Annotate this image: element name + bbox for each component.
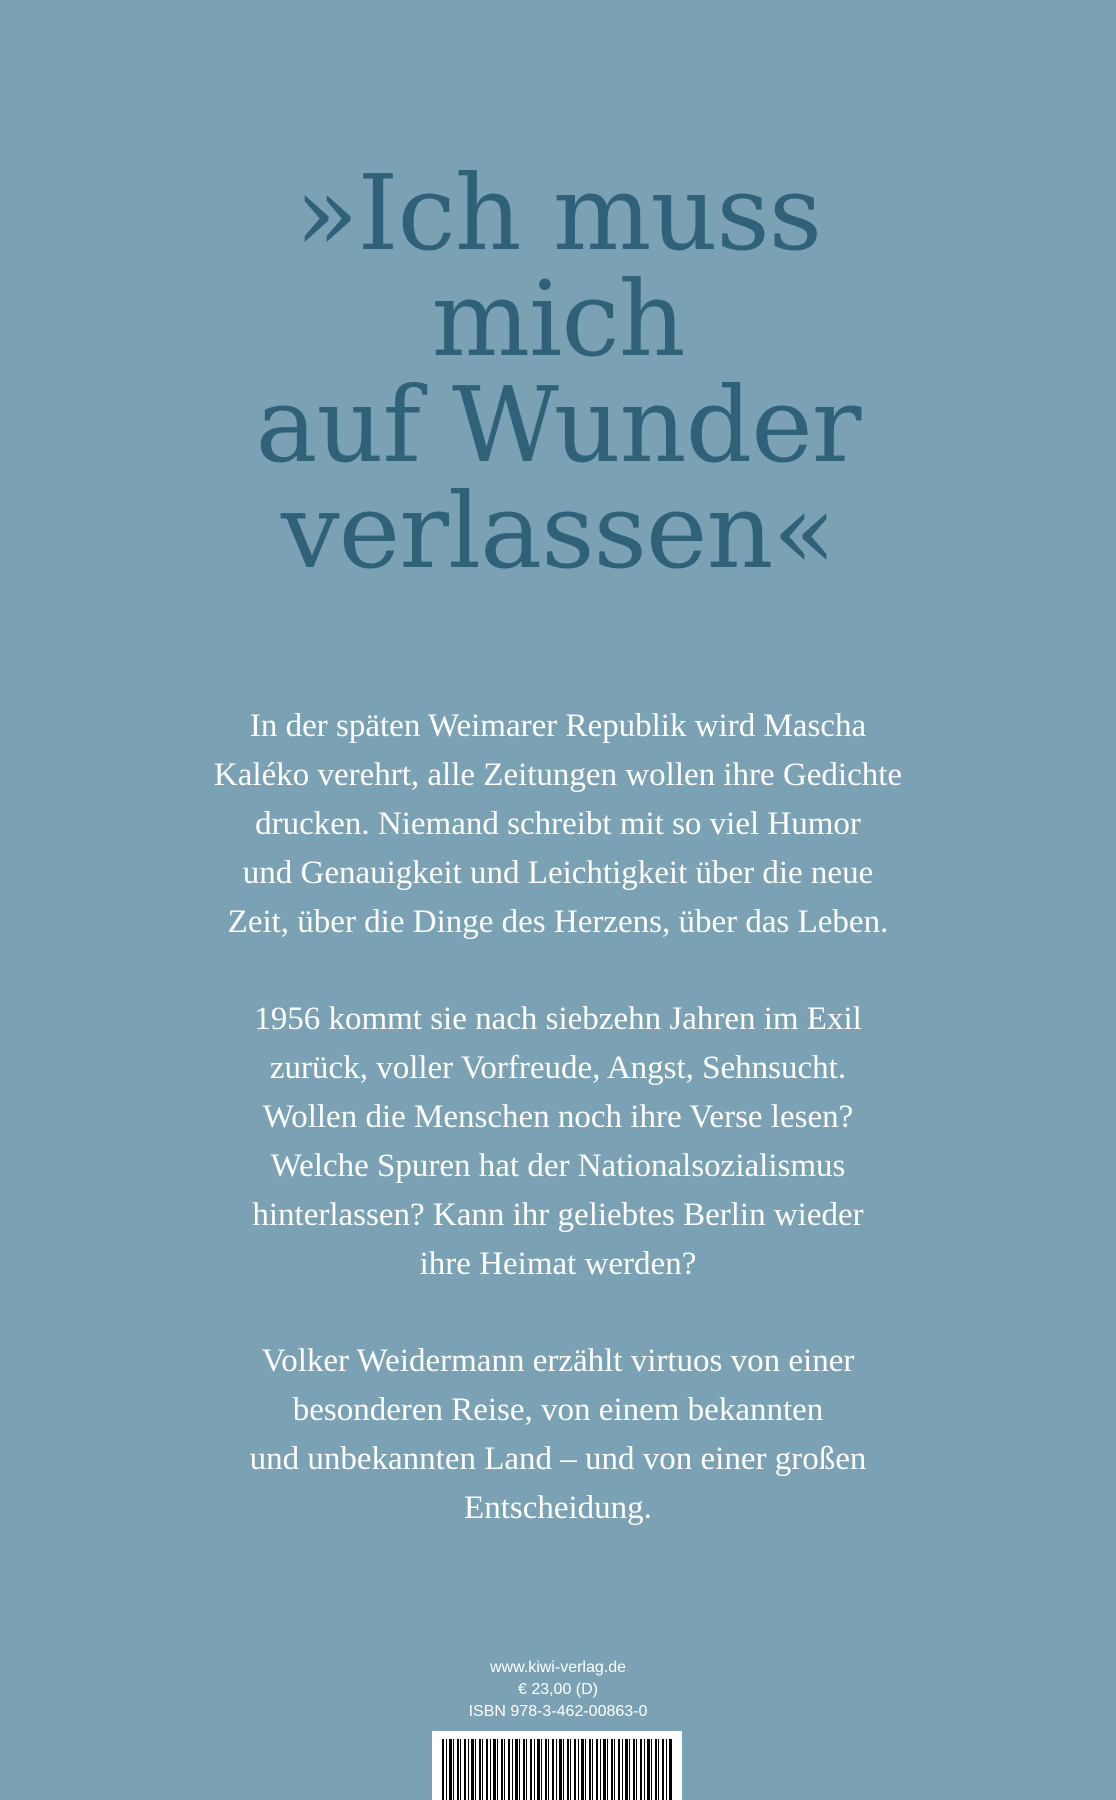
publisher-info xyxy=(0,1657,1116,1723)
blurb-line: Zeit, über die Dinge des Herzens, über das Leben. xyxy=(227,904,889,940)
blurb-paragraph-3 xyxy=(100,1337,1016,1533)
blurb-line: und Genauigkeit und Leichtigkeit über die neue xyxy=(242,855,874,891)
blurb-line: besonderen Reise, von einem bekannten xyxy=(292,1392,824,1428)
blurb-line: In der späten Weimarer Republik wird Mascha xyxy=(249,708,867,744)
quote-line: verlassen« xyxy=(280,470,836,592)
blurb-line: Kaléko verehrt, alle Zeitungen wollen ihre Gedichte xyxy=(213,757,903,793)
blurb-line: Welche Spuren hat der Nationalsozialismus xyxy=(270,1148,846,1184)
cover-quote xyxy=(0,152,1116,592)
blurb-line: hinterlassen? Kann ihr geliebtes Berlin wieder xyxy=(252,1197,864,1233)
quote-line: auf Wunder xyxy=(255,364,861,486)
quote-line: »Ich muss xyxy=(294,152,822,274)
isbn-label: ISBN 978-3-462-00863-0 xyxy=(468,1703,648,1720)
blurb-line: drucken. Niemand schreibt mit so viel Humor xyxy=(255,806,861,842)
quote-line: mich xyxy=(431,258,685,380)
blurb-line: und unbekannten Land – und von einer großen xyxy=(249,1441,867,1477)
blurb-line: zurück, voller Vorfreude, Angst, Sehnsucht. xyxy=(269,1050,847,1086)
publisher-website: www.kiwi-verlag.de xyxy=(489,1659,627,1676)
blurb-line: Wollen die Menschen noch ihre Verse lesen? xyxy=(262,1099,854,1135)
blurb-paragraph-2 xyxy=(100,995,1016,1289)
blurb-text xyxy=(100,702,1016,1581)
price-label: € 23,00 (D) xyxy=(517,1681,599,1698)
barcode xyxy=(432,1731,682,1800)
barcode-bars xyxy=(442,1739,672,1800)
blurb-line: Entscheidung. xyxy=(464,1490,652,1526)
blurb-line: Volker Weidermann erzählt virtuos von einer xyxy=(261,1343,855,1379)
blurb-paragraph-1 xyxy=(100,702,1016,947)
blurb-line: 1956 kommt sie nach siebzehn Jahren im Exil xyxy=(254,1001,862,1037)
blurb-line: ihre Heimat werden? xyxy=(419,1246,697,1282)
